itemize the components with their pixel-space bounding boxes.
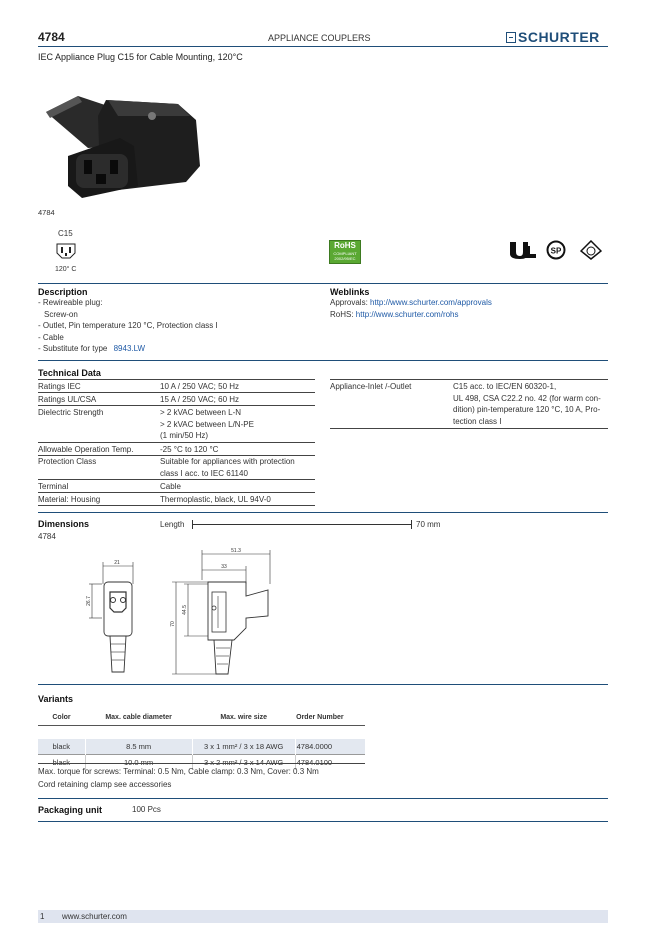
description-line: - Outlet, Pin temperature 120 °C, Protection class I bbox=[38, 321, 218, 330]
description-line: Screw-on bbox=[44, 309, 78, 319]
tech-row-value: 10 A / 250 VAC; 50 Hz bbox=[160, 382, 240, 391]
description-line-substitute bbox=[38, 343, 218, 355]
schurter-logo bbox=[506, 29, 600, 45]
symbol-label: C15 bbox=[58, 229, 73, 238]
description-title: Description bbox=[38, 287, 88, 297]
variants-header-order: Order Number bbox=[296, 713, 344, 721]
tech-row-value: -25 °C to 120 °C bbox=[160, 445, 219, 454]
length-scale-tick-right bbox=[411, 520, 412, 529]
substitute-link[interactable]: 8943.LW bbox=[113, 344, 146, 353]
variants-header-row bbox=[38, 709, 365, 726]
footer-page-number: 1 bbox=[40, 912, 45, 921]
weblinks-body bbox=[330, 297, 492, 320]
section-rule-description bbox=[38, 283, 608, 284]
tech-row-value-line: (1 min/50 Hz) bbox=[160, 431, 209, 441]
section-rule-packaging bbox=[38, 798, 608, 799]
dim-44-5: 44.5 bbox=[182, 605, 188, 615]
tech-row bbox=[38, 480, 315, 493]
tech-row-value: Cable bbox=[160, 482, 181, 491]
dimensions-part: 4784 bbox=[38, 532, 56, 541]
tech-right-value-line: dition) pin-temperature 120 °C, 10 A, Pro- bbox=[453, 405, 601, 414]
rohs-badge-sub2: 2002/95/EC bbox=[334, 256, 356, 261]
weblink-approvals-label: Approvals: bbox=[330, 298, 368, 307]
length-value: 70 mm bbox=[416, 520, 441, 529]
logo-mark-icon bbox=[506, 32, 516, 43]
footer-url[interactable]: www.schurter.com bbox=[62, 912, 127, 921]
table-row bbox=[38, 739, 365, 755]
dim-33: 33 bbox=[221, 564, 227, 570]
tech-row-value-line: class I acc. to IEC 61140 bbox=[160, 468, 248, 478]
substitute-label: - Substitute for type bbox=[38, 344, 108, 353]
tech-row-value-line: > 2 kVAC between L/N-PE bbox=[160, 419, 254, 429]
dim-21: 21 bbox=[114, 560, 120, 566]
tech-right-key: Appliance-Inlet /-Outlet bbox=[330, 382, 412, 391]
tech-row-key: Dielectric Strength bbox=[38, 408, 104, 417]
variant-wire: 3 x 1 mm² / 3 x 18 AWG bbox=[192, 739, 295, 755]
tech-row bbox=[38, 455, 315, 480]
technical-right-bottom-rule bbox=[330, 428, 608, 429]
length-scale-tick-left bbox=[192, 520, 193, 529]
variants-note: Cord retaining clamp see accessories bbox=[38, 779, 172, 789]
ul-recognized-icon bbox=[508, 240, 538, 260]
tech-row-key: Ratings UL/CSA bbox=[38, 395, 97, 404]
tech-row-value-line: > 2 kVAC between L-N bbox=[160, 408, 242, 417]
rohs-badge-sub: COMPLIANT bbox=[333, 251, 357, 256]
variants-header-wire: Max. wire size bbox=[220, 713, 268, 721]
technical-right-top-rule bbox=[330, 379, 608, 380]
variants-spacer-row bbox=[38, 726, 365, 740]
weblinks-title: Weblinks bbox=[330, 287, 370, 297]
rohs-badge bbox=[329, 240, 361, 264]
tech-row-key: Ratings IEC bbox=[38, 382, 81, 391]
tech-row-value: 15 A / 250 VAC; 60 Hz bbox=[160, 395, 240, 404]
tech-row bbox=[38, 393, 315, 406]
tech-row-key: Allowable Operation Temp. bbox=[38, 445, 134, 454]
weblink-approvals bbox=[330, 297, 492, 309]
dim-51-3: 51.3 bbox=[231, 548, 241, 554]
header-rule bbox=[38, 46, 608, 47]
dimensions-title: Dimensions bbox=[38, 519, 90, 529]
description-line: - Cable bbox=[38, 332, 64, 342]
variants-bottom-rule bbox=[38, 763, 365, 764]
length-scale-bar bbox=[192, 524, 411, 525]
tech-row-value bbox=[160, 407, 254, 442]
tech-row bbox=[38, 493, 315, 506]
technical-data-title: Technical Data bbox=[38, 368, 101, 378]
rohs-badge-title: RoHS bbox=[334, 241, 356, 250]
product-subtitle: IEC Appliance Plug C15 for Cable Mounting, 120°C bbox=[38, 52, 243, 62]
tech-right-value bbox=[453, 381, 608, 427]
weblink-rohs-url[interactable]: http://www.schurter.com/rohs bbox=[355, 309, 459, 319]
tech-row-key: Material: Housing bbox=[38, 495, 101, 504]
dimension-drawing bbox=[80, 544, 280, 680]
variants-notes bbox=[38, 766, 319, 790]
section-rule-variants bbox=[38, 684, 608, 685]
variants-spacer bbox=[38, 726, 365, 740]
tech-row bbox=[38, 380, 315, 393]
section-rule-dimensions bbox=[38, 512, 608, 513]
tech-row bbox=[38, 406, 315, 443]
variant-order-number: 4784.0000 bbox=[295, 739, 365, 755]
dim-70: 70 bbox=[170, 621, 176, 627]
symbol-temp: 120° C bbox=[55, 266, 77, 273]
description-line: - Rewireable plug: bbox=[38, 298, 103, 307]
dim-26-7: 26.7 bbox=[86, 596, 92, 606]
variant-color: black bbox=[38, 739, 85, 755]
tech-right-value-line: C15 acc. to IEC/EN 60320-1, bbox=[453, 382, 557, 391]
variants-title: Variants bbox=[38, 694, 74, 704]
weblink-rohs-label: RoHS: bbox=[330, 309, 354, 319]
tech-row-value bbox=[160, 456, 295, 479]
packaging-value: 100 Pcs bbox=[132, 805, 161, 814]
section-rule-technical bbox=[38, 360, 608, 361]
length-label: Length bbox=[160, 520, 185, 529]
c15-symbol-icon bbox=[54, 241, 78, 261]
variants-header-color: Color bbox=[52, 713, 71, 721]
description-body bbox=[38, 297, 218, 355]
variants-note: Max. torque for screws: Terminal: 0.5 Nm, Cable clamp: 0.3 Nm, Cover: 0.3 Nm bbox=[38, 767, 319, 776]
tech-row-key: Terminal bbox=[38, 482, 69, 491]
variants-table bbox=[38, 709, 365, 770]
product-number: 4784 bbox=[38, 30, 65, 44]
tech-row-value-line: Suitable for appliances with protection bbox=[160, 457, 295, 466]
category-label: APPLIANCE COUPLERS bbox=[268, 33, 371, 43]
tech-right-value-line: tection class I bbox=[453, 416, 502, 426]
csa-icon bbox=[546, 240, 566, 260]
section-rule-packaging-bottom bbox=[38, 821, 608, 822]
packaging-label: Packaging unit bbox=[38, 805, 103, 815]
variant-cable: 8.5 mm bbox=[85, 739, 192, 755]
tech-row-key: Protection Class bbox=[38, 457, 97, 466]
ccc-icon bbox=[580, 240, 602, 260]
tech-row-value: Thermoplastic, black, UL 94V-0 bbox=[160, 495, 271, 504]
variants-header-cable: Max. cable diameter bbox=[105, 713, 172, 721]
tech-right-value-line: UL 498, CSA C22.2 no. 42 (for warm con- bbox=[453, 393, 601, 403]
csa-icon-text: SP bbox=[550, 246, 562, 256]
product-photo bbox=[38, 86, 208, 198]
weblink-rohs bbox=[330, 309, 492, 321]
weblink-approvals-url[interactable]: http://www.schurter.com/approvals bbox=[370, 298, 492, 307]
image-caption: 4784 bbox=[38, 208, 55, 217]
logo-text: SCHURTER bbox=[518, 29, 600, 45]
